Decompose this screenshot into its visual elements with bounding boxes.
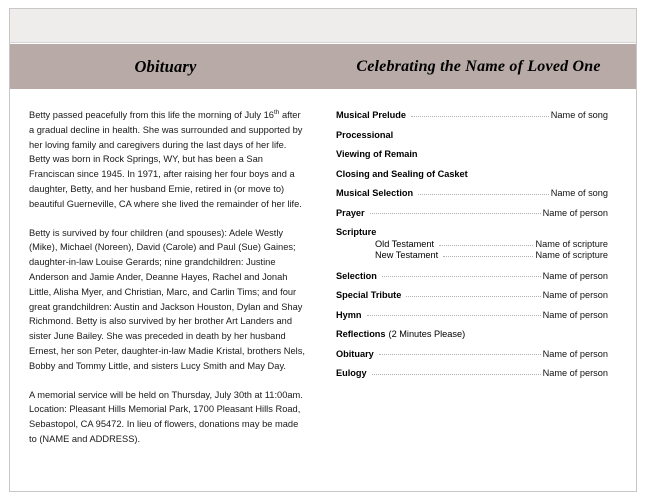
header-left-cell	[10, 44, 321, 89]
program-item-value: Name of person	[542, 309, 608, 320]
program-item-label: Special Tribute	[336, 290, 402, 300]
header-right-cell	[321, 44, 636, 89]
program-item-row	[336, 130, 608, 140]
date-ordinal-suffix: th	[273, 108, 280, 116]
dotted-leader	[379, 354, 541, 355]
obituary-paragraph-3: A memorial service will be held on Thursday, July 30th at 11:00am. Location: Pleasant Hills Memorial Park, 1700 Pleasant Hills Road, Sebastopol, CA 95472. In lieu of flowers, donations may be made to (NAME and ADDRESS).	[29, 389, 303, 444]
page-top-band	[10, 9, 636, 43]
celebration-heading: Celebrating the Name of Loved One	[356, 57, 601, 75]
content-columns	[10, 89, 636, 491]
program-item-label: Prayer	[336, 207, 365, 218]
program-item-label: Musical Prelude	[336, 110, 406, 120]
program-item-value: Name of person	[542, 290, 608, 300]
program-item-row	[336, 271, 608, 281]
program-item-row	[336, 208, 608, 218]
program-item-label: Obituary	[336, 348, 374, 359]
obituary-p1-text-before: Betty passed peacefully from this life the morning of July 16	[29, 110, 274, 120]
program-item-row	[336, 250, 608, 260]
dotted-leader	[372, 374, 541, 375]
program-item-row	[336, 329, 608, 339]
obituary-heading: Obituary	[134, 56, 197, 76]
program-item-label: Hymn	[336, 309, 362, 320]
program-item-row	[336, 290, 608, 300]
dotted-leader	[443, 256, 533, 257]
program-item-row	[336, 239, 608, 249]
program-item-label: Closing and Sealing of Casket	[336, 168, 468, 179]
obituary-column	[10, 89, 321, 491]
program-item-row	[336, 310, 608, 320]
program-item-value: Name of song	[550, 110, 608, 120]
program-item-label: Eulogy	[336, 368, 367, 378]
dotted-leader	[367, 315, 541, 316]
dotted-leader	[439, 245, 533, 246]
program-page	[9, 8, 637, 492]
program-item-value: Name of person	[542, 348, 608, 359]
program-item-row	[336, 368, 608, 378]
program-item-label: Viewing of Remain	[336, 149, 418, 159]
program-item-row	[336, 188, 608, 198]
program-item-value: Name of person	[542, 207, 608, 218]
obituary-p1-text-after: after a gradual decline in health. She was surrounded and supported by her loving family and caregivers during the last days of her life. Betty was born in Rock Springs, WY, but has been a San Franciscan since 1945. In 1971, after raising her four boys and a daughter, Betty, and her husband Ernie, retired in (or move to) beautiful Guerneville, CA where she lived the remainder of her life.	[29, 110, 303, 209]
obituary-paragraph-2: Betty is survived by four children (and spouses): Adele Westly (Mike), Michael (Noreen), David (Carole) and Paul (Sue) Gaines; daughter-in-law Louise Gerards; nine grandchildren: Justine Anderson and Jamie Ander, Deanne Hayes, Rachel and Jonah Little, Alisha Myer, and Christian, Marc, and Carlin Tims; and four great grandchildren: Austin and Jackson Houston, Dylan and Shay Richmond. Betty is also survived by her brother Art Landers and sister June Bailey. She was preceded in death by her husband Ernest, her son Peter, daughter-in-law Madie Kristal, brothers Nels, Bobby and Tommy Little, and sisters Lucy Smith and May Day.	[29, 227, 305, 371]
program-item-label: New Testament	[375, 250, 439, 260]
dotted-leader	[411, 116, 549, 117]
program-item-row	[336, 110, 608, 120]
program-item-row	[336, 169, 608, 179]
program-item-note: (2 Minutes Please)	[388, 329, 466, 339]
obituary-paragraph-1	[29, 108, 305, 212]
program-item-label: Musical Selection	[336, 188, 414, 198]
dotted-leader	[370, 213, 541, 214]
program-column	[321, 89, 636, 491]
program-item-label: Reflections	[336, 329, 386, 339]
program-item-row	[336, 349, 608, 359]
program-item-label: Old Testament	[375, 239, 435, 249]
program-item-label: Processional	[336, 129, 394, 140]
program-item-label: Scripture	[336, 227, 377, 237]
program-item-value: Name of song	[550, 188, 608, 198]
program-item-value: Name of scripture	[535, 250, 608, 260]
dotted-leader	[382, 276, 541, 277]
program-item-row	[336, 227, 608, 237]
dotted-leader	[406, 296, 540, 297]
program-item-value: Name of person	[542, 368, 608, 378]
dotted-leader	[418, 194, 549, 195]
header-band	[10, 44, 636, 89]
program-item-row	[336, 149, 608, 159]
program-item-value: Name of scripture	[535, 239, 608, 249]
program-item-value: Name of person	[542, 270, 608, 281]
program-item-label: Selection	[336, 270, 377, 281]
